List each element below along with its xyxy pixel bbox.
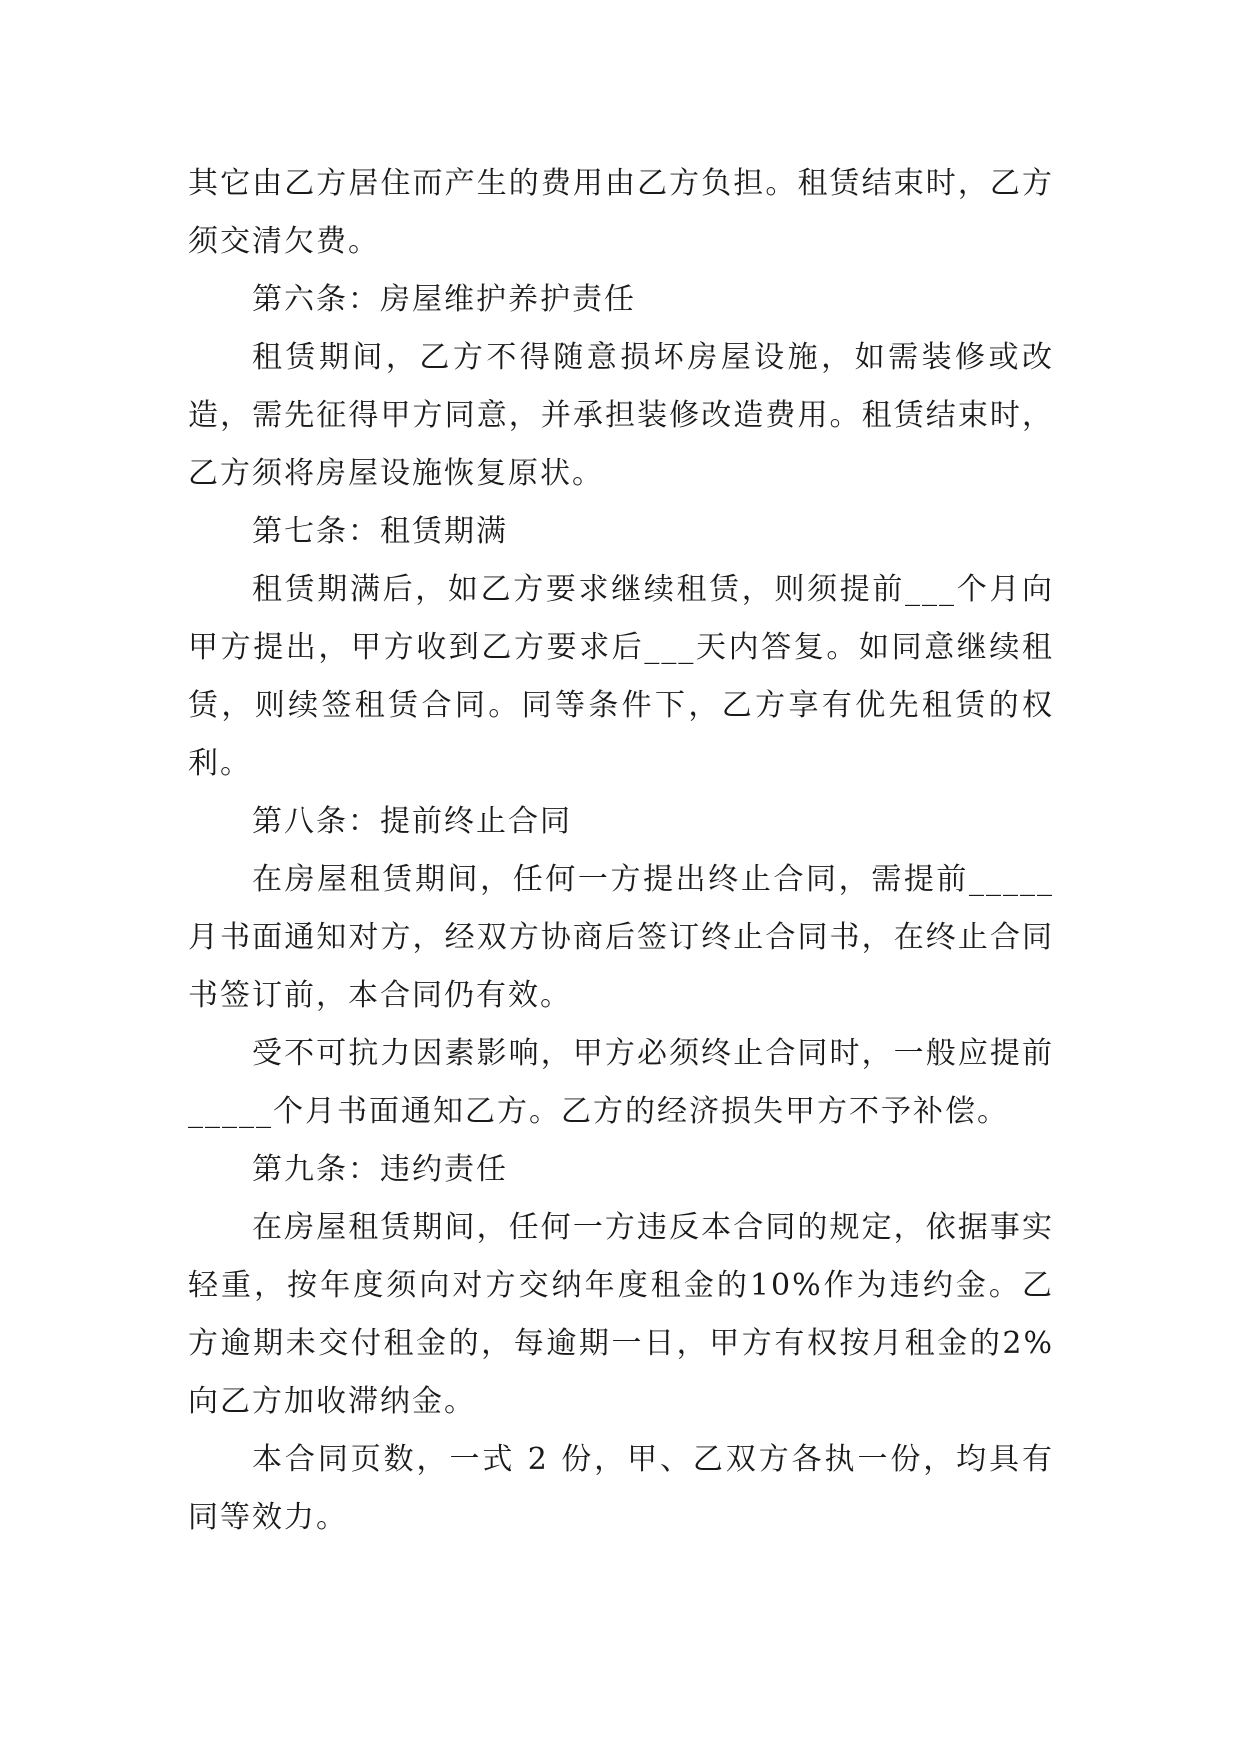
section-heading-7: 第七条：租赁期满 — [252, 514, 508, 549]
paragraph-force-majeure: 受不可抗力因素影响，甲方必须终止合同时，一般应提前_____个月书面通知乙方。乙方的经济损失甲方不予补偿。 — [188, 1036, 1054, 1129]
paragraph-lease-expiry: 租赁期满后，如乙方要求继续租赁，则须提前___个月向甲方提出，甲方收到乙方要求后___天内答复。如同意继续租赁，则续签租赁合同。同等条件下，乙方享有优先租赁的权利。 — [188, 572, 1054, 781]
section-heading-6: 第六条：房屋维护养护责任 — [252, 282, 636, 317]
paragraph-fees: 其它由乙方居住而产生的费用由乙方负担。租赁结束时，乙方须交清欠费。 — [188, 166, 1054, 259]
section-heading-9: 第九条：违约责任 — [252, 1152, 508, 1187]
section-heading-8: 第八条：提前终止合同 — [252, 804, 572, 839]
paragraph-maintenance: 租赁期间，乙方不得随意损坏房屋设施，如需装修或改造，需先征得甲方同意，并承担装修改造费用。租赁结束时，乙方须将房屋设施恢复原状。 — [188, 340, 1054, 491]
document-body — [188, 155, 1054, 1547]
paragraph-early-termination: 在房屋租赁期间，任何一方提出终止合同，需提前_____月书面通知对方，经双方协商后签订终止合同书，在终止合同书签订前，本合同仍有效。 — [188, 862, 1054, 1013]
paragraph-breach: 在房屋租赁期间，任何一方违反本合同的规定，依据事实轻重，按年度须向对方交纳年度租金的10%作为违约金。乙方逾期未交付租金的，每逾期一日，甲方有权按月租金的2%向乙方加收滞纳金。 — [188, 1210, 1054, 1419]
paragraph-copies: 本合同页数，一式 2 份，甲、乙双方各执一份，均具有同等效力。 — [188, 1442, 1054, 1535]
